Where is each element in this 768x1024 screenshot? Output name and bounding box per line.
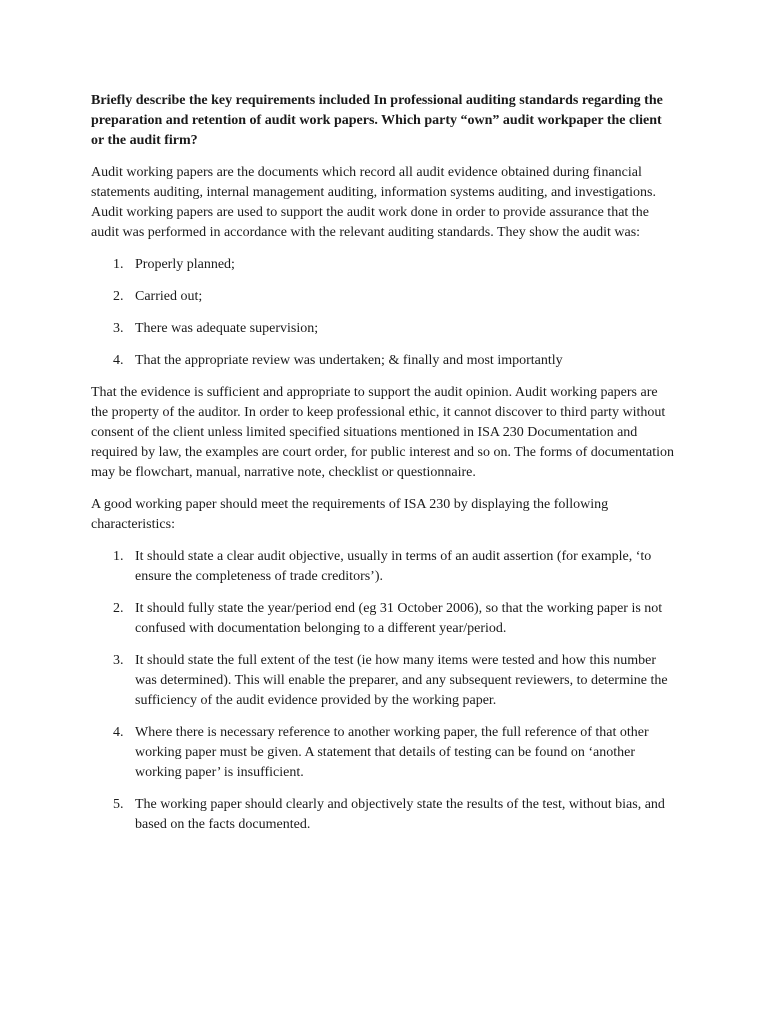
list-item-text: Carried out; — [135, 289, 203, 304]
list-item — [91, 351, 676, 371]
list-item-text: Properly planned; — [135, 257, 235, 272]
list-number: 1. — [113, 549, 124, 564]
list-item — [91, 795, 676, 835]
list-item — [91, 287, 676, 307]
characteristics-list — [91, 547, 676, 835]
evidence-paragraph: That the evidence is sufficient and appropriate to support the audit opinion. Audit working papers are the property of the auditor. In order to keep professional ethic, it cannot discover to third party without consent of the client unless limited specified situations mentioned in ISA 230 Documentation and required by law, the examples are court order, for public interest and so on. The forms of documentation may be flowchart, manual, narrative note, checklist or questionnaire. — [91, 385, 674, 480]
list-number: 4. — [113, 353, 124, 368]
list-item-text: It should state the full extent of the test (ie how many items were tested and how this number was determined). This will enable the preparer, and any subsequent reviewers, to determine the sufficiency of the audit evidence provided by the working paper. — [135, 653, 668, 708]
list-item — [91, 723, 676, 783]
list-number: 2. — [113, 601, 124, 616]
list-number: 3. — [113, 321, 124, 336]
list-item-text: It should state a clear audit objective, usually in terms of an audit assertion (for example, ‘to ensure the completeness of trade creditors’). — [135, 549, 652, 584]
document-page — [91, 91, 676, 847]
list-number: 2. — [113, 289, 124, 304]
list-item-text: There was adequate supervision; — [135, 321, 319, 336]
list-item-text: It should fully state the year/period end (eg 31 October 2006), so that the working paper is not confused with documentation belonging to a different year/period. — [135, 601, 663, 636]
list-item-text: Where there is necessary reference to another working paper, the full reference of that other working paper must be given. A statement that details of testing can be found on ‘another working paper’ is insufficient. — [135, 725, 649, 780]
list-number: 5. — [113, 797, 124, 812]
intro-paragraph: Audit working papers are the documents which record all audit evidence obtained during financial statements auditing, internal management auditing, information systems auditing, and investigations. Audit working papers are used to support the audit work done in order to provide assurance that the audit was performed in accordance with the relevant auditing standards. They show the audit was: — [91, 165, 656, 240]
list-item-text: The working paper should clearly and objectively state the results of the test, without bias, and based on the facts documented. — [135, 797, 665, 832]
list-item-text: That the appropriate review was undertaken; & finally and most importantly — [135, 353, 563, 368]
list-item — [91, 651, 676, 711]
list-item — [91, 319, 676, 339]
question-heading: Briefly describe the key requirements included In professional auditing standards regarding the preparation and retention of audit work papers. Which party “own” audit workpaper the client or the audit firm? — [91, 93, 663, 148]
list-number: 1. — [113, 257, 124, 272]
list-number: 3. — [113, 653, 124, 668]
list-item — [91, 255, 676, 275]
good-paper-paragraph: A good working paper should meet the requirements of ISA 230 by displaying the following characteristics: — [91, 497, 609, 532]
list-item — [91, 599, 676, 639]
list-number: 4. — [113, 725, 124, 740]
list-item — [91, 547, 676, 587]
audit-criteria-list — [91, 255, 676, 371]
